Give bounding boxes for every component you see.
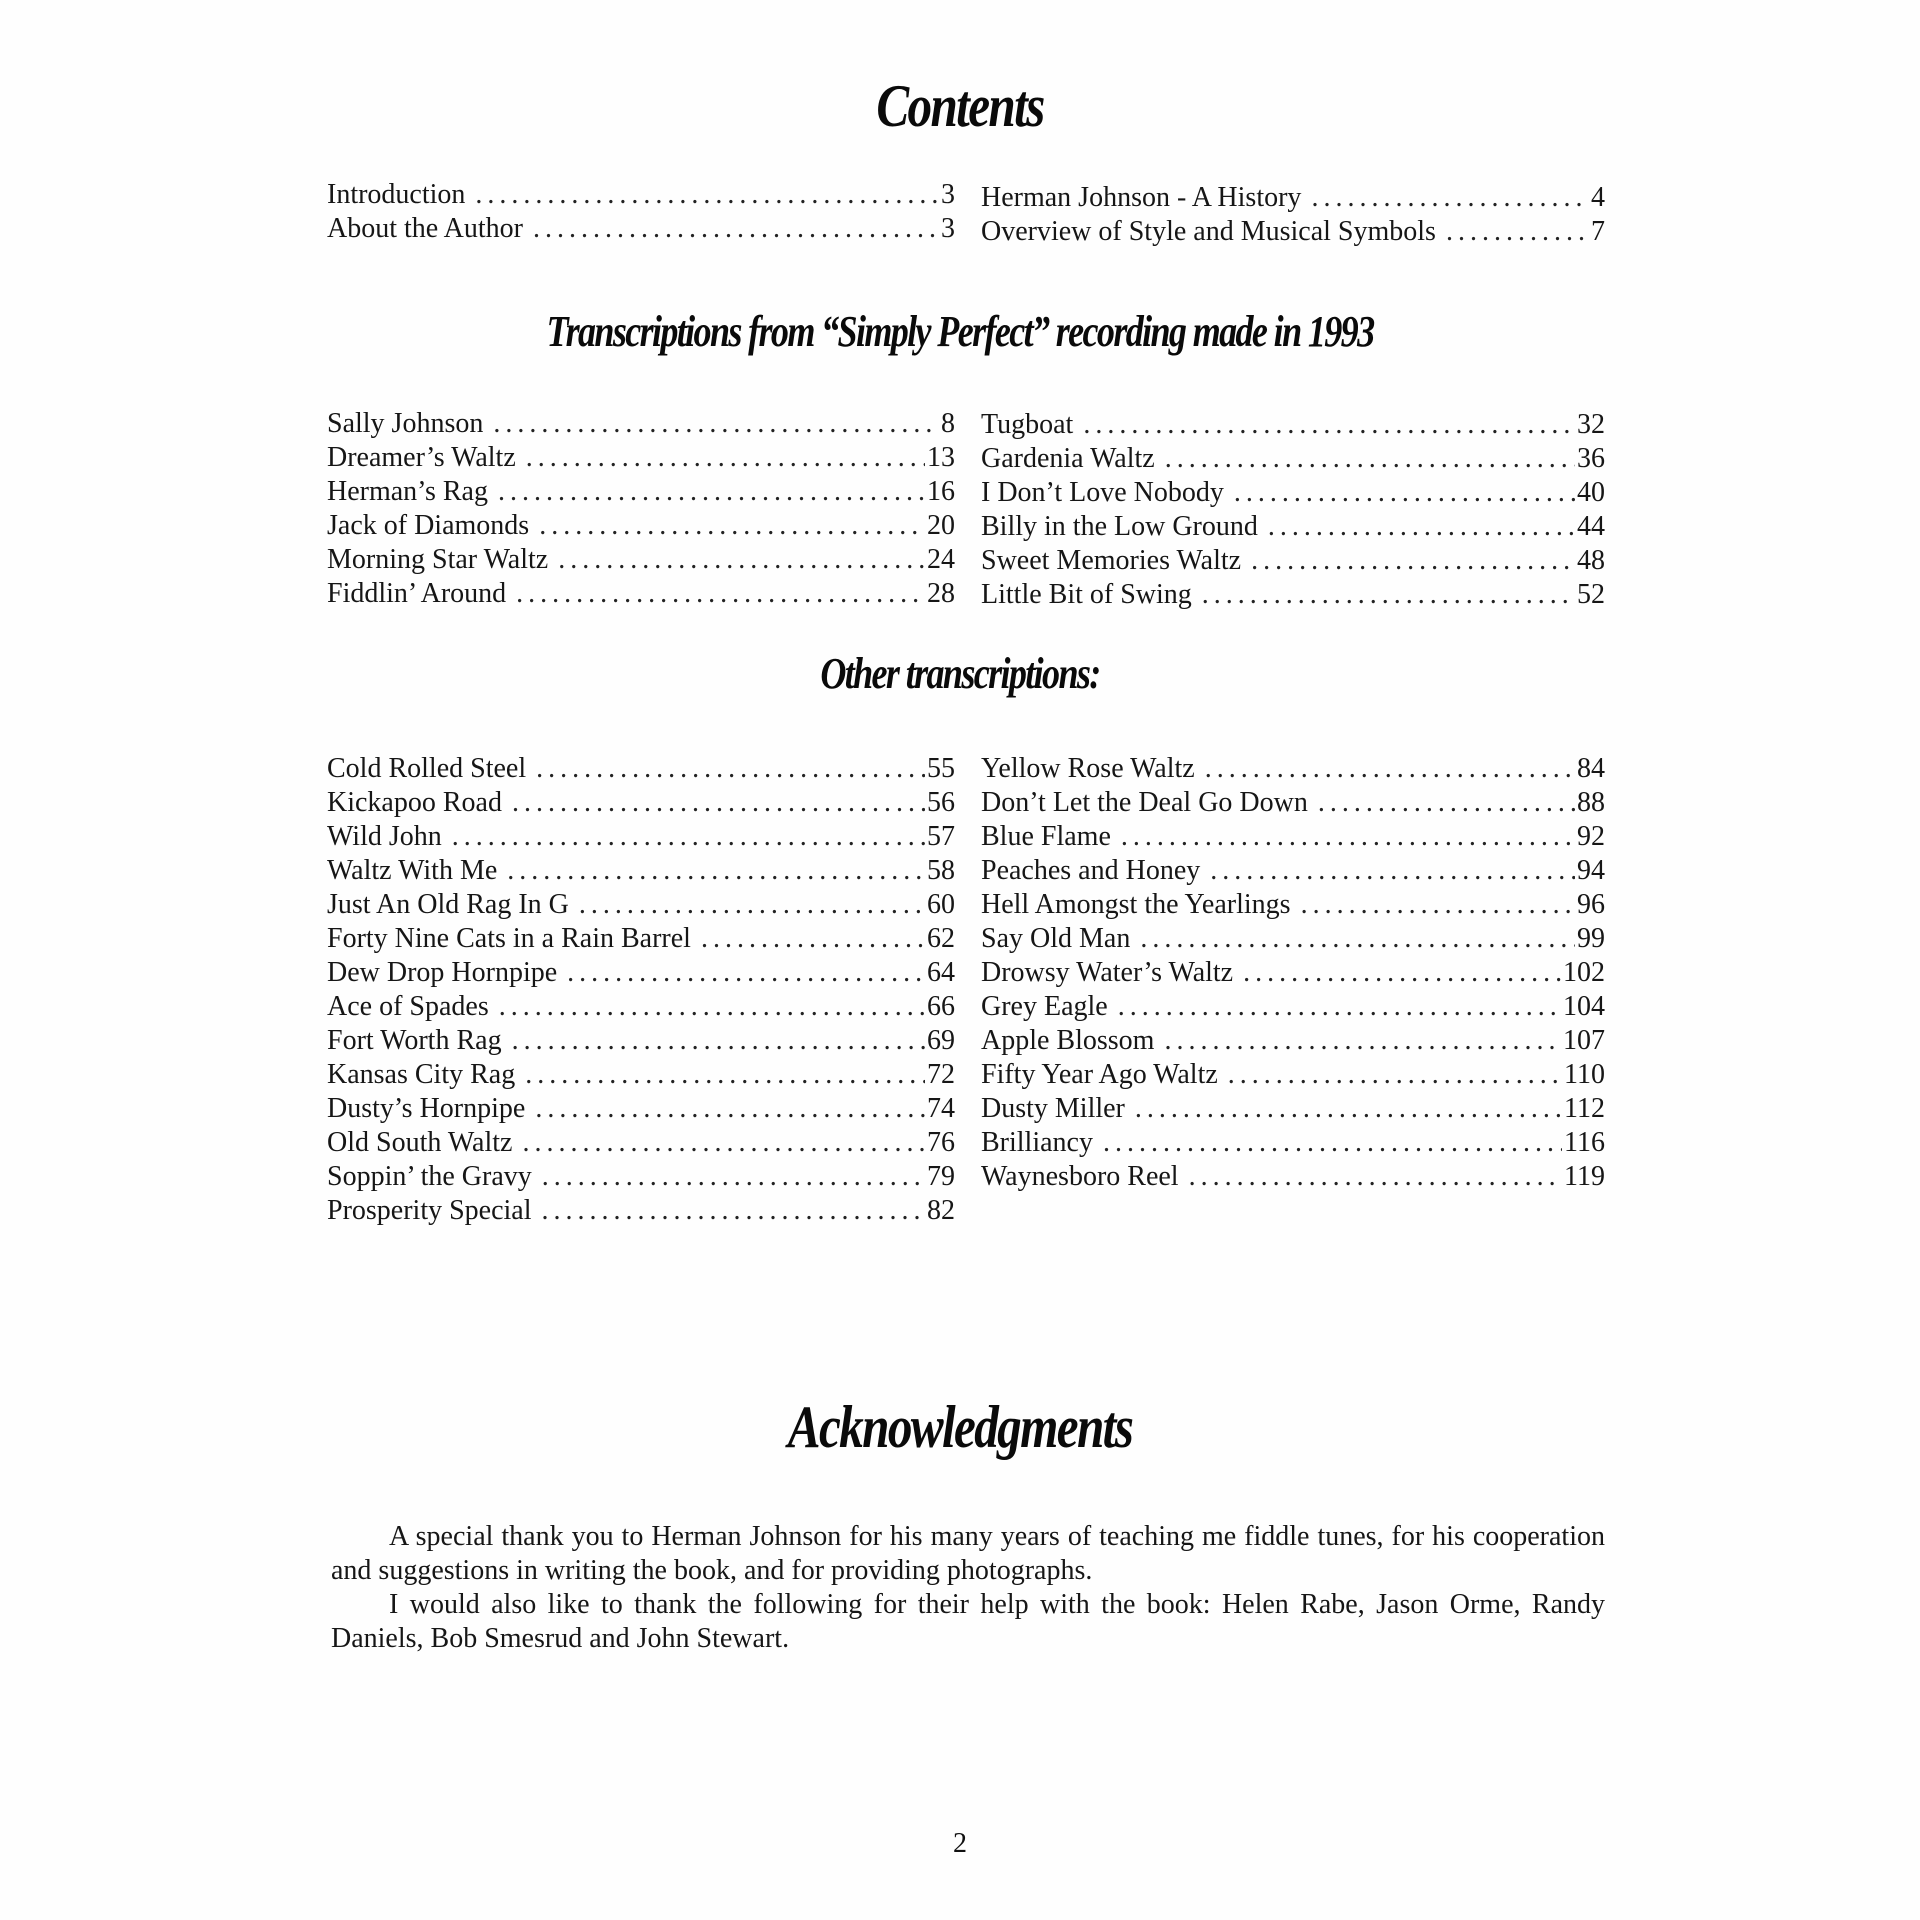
toc-entry-title: Just An Old Rag In G	[327, 889, 569, 920]
toc-entry-title: Brilliancy	[981, 1127, 1093, 1158]
toc-entry-page: 99	[1577, 923, 1605, 954]
toc-entry-title: Gardenia Waltz	[981, 443, 1155, 474]
toc-entry	[327, 956, 955, 990]
toc-entry-page: 57	[927, 821, 955, 852]
toc-entry-title: Yellow Rose Waltz	[981, 753, 1195, 784]
dot-leader	[1189, 1160, 1562, 1194]
toc-entry	[981, 1160, 1605, 1194]
dot-leader	[536, 752, 925, 786]
toc-simply-perfect-left	[327, 407, 955, 611]
toc-entry-page: 28	[927, 578, 955, 609]
toc-entry-title: Wild John	[327, 821, 442, 852]
toc-entry-page: 96	[1577, 889, 1605, 920]
toc-entry	[327, 922, 955, 956]
toc-entry-page: 48	[1577, 545, 1605, 576]
toc-entry	[981, 510, 1605, 544]
toc-entry	[981, 956, 1605, 990]
toc-entry	[327, 543, 955, 577]
dot-leader	[512, 1024, 925, 1058]
toc-entry-title: Hell Amongst the Yearlings	[981, 889, 1291, 920]
toc-entry-page: 104	[1563, 991, 1605, 1022]
toc-simply-perfect-right	[981, 408, 1605, 612]
dot-leader	[1165, 442, 1575, 476]
toc-entry	[327, 407, 955, 441]
toc-entry	[981, 215, 1605, 249]
toc-entry-page: 3	[941, 213, 955, 244]
dot-leader	[499, 990, 925, 1024]
dot-leader	[1251, 544, 1575, 578]
acknowledgments-paragraph: A special thank you to Herman Johnson for his many years of teaching me fiddle tunes, for his cooperation and suggestions in writing the book, and for providing photographs.	[331, 1521, 1605, 1586]
toc-entry	[327, 990, 955, 1024]
toc-entry-page: 119	[1564, 1161, 1605, 1192]
toc-entry-page: 7	[1591, 216, 1605, 247]
toc-entry-page: 60	[927, 889, 955, 920]
dot-leader	[1268, 510, 1575, 544]
toc-entry-title: Introduction	[327, 179, 466, 210]
dot-leader	[1118, 990, 1561, 1024]
toc-entry-page: 36	[1577, 443, 1605, 474]
toc-entry	[327, 1126, 955, 1160]
dot-leader	[1210, 854, 1575, 888]
toc-entry	[981, 854, 1605, 888]
contents-heading: Contents	[876, 73, 1044, 139]
toc-entry-page: 62	[927, 923, 955, 954]
dot-leader	[526, 441, 925, 475]
dot-leader	[1311, 181, 1589, 215]
toc-entry-title: Dreamer’s Waltz	[327, 442, 516, 473]
dot-leader	[1121, 820, 1575, 854]
toc-entry	[981, 990, 1605, 1024]
dot-leader	[701, 922, 925, 956]
dot-leader	[542, 1194, 925, 1228]
toc-entry-title: Herman Johnson - A History	[981, 182, 1302, 213]
toc-entry	[327, 178, 955, 212]
toc-entry-page: 4	[1591, 182, 1605, 213]
dot-leader	[452, 820, 925, 854]
toc-entry-page: 3	[941, 179, 955, 210]
toc-entry-title: Dew Drop Hornpipe	[327, 957, 558, 988]
toc-entry	[981, 752, 1605, 786]
toc-entry-page: 32	[1577, 409, 1605, 440]
toc-entry	[981, 820, 1605, 854]
toc-entry	[981, 578, 1605, 612]
toc-entry-page: 58	[927, 855, 955, 886]
dot-leader	[539, 509, 925, 543]
toc-entry-page: 76	[927, 1127, 955, 1158]
dot-leader	[1205, 752, 1575, 786]
toc-entry-title: Soppin’ the Gravy	[327, 1161, 532, 1192]
toc-entry-title: Kickapoo Road	[327, 787, 502, 818]
toc-entry-title: Sweet Memories Waltz	[981, 545, 1242, 576]
dot-leader	[1202, 578, 1575, 612]
toc-entry-title: Herman’s Rag	[327, 476, 488, 507]
toc-entry-title: Old South Waltz	[327, 1127, 513, 1158]
acknowledgments-body	[331, 1520, 1605, 1656]
toc-entry-page: 64	[927, 957, 955, 988]
toc-entry-title: Morning Star Waltz	[327, 544, 549, 575]
toc-entry-page: 52	[1577, 579, 1605, 610]
toc-entry	[981, 888, 1605, 922]
toc-entry	[981, 1058, 1605, 1092]
dot-leader	[558, 543, 925, 577]
toc-entry-title: Grey Eagle	[981, 991, 1108, 1022]
toc-entry-page: 44	[1577, 511, 1605, 542]
toc-entry	[981, 786, 1605, 820]
toc-entry-title: Tugboat	[981, 409, 1074, 440]
toc-front-matter-left	[327, 178, 955, 246]
toc-entry	[327, 1058, 955, 1092]
toc-entry	[327, 1024, 955, 1058]
acknowledgments-paragraph: I would also like to thank the following for their help with the book: Helen Rabe, Jason Orme, Randy Daniels, Bob Smesrud and John Stewart.	[331, 1589, 1605, 1654]
toc-entry-page: 107	[1563, 1025, 1605, 1056]
dot-leader	[1243, 956, 1561, 990]
toc-entry	[981, 181, 1605, 215]
toc-entry-title: Say Old Man	[981, 923, 1131, 954]
toc-entry-page: 16	[927, 476, 955, 507]
dot-leader	[1140, 922, 1575, 956]
toc-entry-title: Overview of Style and Musical Symbols	[981, 216, 1436, 247]
toc-entry-page: 24	[927, 544, 955, 575]
dot-leader	[567, 956, 925, 990]
dot-leader	[579, 888, 925, 922]
toc-entry-title: About the Author	[327, 213, 523, 244]
toc-entry-title: Billy in the Low Ground	[981, 511, 1258, 542]
toc-entry	[327, 212, 955, 246]
toc-entry	[327, 1092, 955, 1126]
toc-entry	[981, 1092, 1605, 1126]
dot-leader	[1135, 1092, 1562, 1126]
other-transcriptions-heading: Other transcriptions:	[820, 649, 1100, 698]
toc-front-matter-right	[981, 181, 1605, 249]
toc-entry	[327, 854, 955, 888]
toc-entry	[327, 441, 955, 475]
toc-entry-title: Dusty’s Hornpipe	[327, 1093, 526, 1124]
toc-entry-title: Prosperity Special	[327, 1195, 532, 1226]
toc-entry	[981, 922, 1605, 956]
toc-entry-page: 112	[1564, 1093, 1605, 1124]
toc-entry-page: 74	[927, 1093, 955, 1124]
toc-entry	[981, 544, 1605, 578]
dot-leader	[525, 1058, 925, 1092]
toc-entry	[327, 888, 955, 922]
toc-entry	[327, 1194, 955, 1228]
toc-entry-page: 88	[1577, 787, 1605, 818]
dot-leader	[1083, 408, 1575, 442]
toc-entry	[327, 786, 955, 820]
toc-entry-title: Fiddlin’ Around	[327, 578, 507, 609]
toc-entry-title: Peaches and Honey	[981, 855, 1201, 886]
toc-entry-page: 79	[927, 1161, 955, 1192]
simply-perfect-heading: Transcriptions from “Simply Perfect” recording made in 1993	[546, 307, 1374, 356]
dot-leader	[535, 1092, 925, 1126]
toc-entry-page: 55	[927, 753, 955, 784]
toc-entry-title: Forty Nine Cats in a Rain Barrel	[327, 923, 691, 954]
dot-leader	[1103, 1126, 1562, 1160]
toc-entry-title: Waynesboro Reel	[981, 1161, 1179, 1192]
toc-entry-page: 13	[927, 442, 955, 473]
toc-entry-title: Ace of Spades	[327, 991, 489, 1022]
toc-entry-title: Fifty Year Ago Waltz	[981, 1059, 1218, 1090]
toc-other-right	[981, 752, 1605, 1194]
toc-entry	[981, 1126, 1605, 1160]
toc-entry-title: Blue Flame	[981, 821, 1111, 852]
dot-leader	[1234, 476, 1575, 510]
dot-leader	[1318, 786, 1575, 820]
dot-leader	[542, 1160, 925, 1194]
dot-leader	[1164, 1024, 1561, 1058]
toc-entry-title: I Don’t Love Nobody	[981, 477, 1224, 508]
dot-leader	[507, 854, 925, 888]
toc-entry	[981, 442, 1605, 476]
dot-leader	[498, 475, 925, 509]
toc-entry-page: 72	[927, 1059, 955, 1090]
toc-entry	[327, 577, 955, 611]
toc-entry	[981, 408, 1605, 442]
toc-entry-page: 102	[1563, 957, 1605, 988]
toc-entry	[327, 1160, 955, 1194]
toc-entry-page: 69	[927, 1025, 955, 1056]
dot-leader	[516, 577, 925, 611]
acknowledgments-heading: Acknowledgments	[787, 1394, 1133, 1460]
toc-entry-page: 56	[927, 787, 955, 818]
toc-entry-page: 66	[927, 991, 955, 1022]
toc-entry-page: 82	[927, 1195, 955, 1226]
toc-entry-title: Little Bit of Swing	[981, 579, 1192, 610]
toc-entry	[327, 752, 955, 786]
toc-entry-page: 40	[1577, 477, 1605, 508]
toc-entry-page: 92	[1577, 821, 1605, 852]
toc-other-left	[327, 752, 955, 1228]
toc-entry-page: 20	[927, 510, 955, 541]
dot-leader	[522, 1126, 925, 1160]
toc-entry-page: 110	[1564, 1059, 1605, 1090]
toc-entry-title: Dusty Miller	[981, 1093, 1125, 1124]
page-number: 2	[953, 1828, 967, 1859]
dot-leader	[1446, 215, 1589, 249]
toc-entry-title: Kansas City Rag	[327, 1059, 516, 1090]
toc-entry	[327, 509, 955, 543]
toc-entry-page: 84	[1577, 753, 1605, 784]
toc-entry-page: 94	[1577, 855, 1605, 886]
toc-entry-page: 116	[1564, 1127, 1605, 1158]
dot-leader	[1301, 888, 1575, 922]
toc-entry-title: Sally Johnson	[327, 408, 484, 439]
toc-entry-page: 8	[941, 408, 955, 439]
dot-leader	[475, 178, 939, 212]
toc-entry-title: Don’t Let the Deal Go Down	[981, 787, 1308, 818]
toc-entry-title: Fort Worth Rag	[327, 1025, 502, 1056]
toc-entry-title: Jack of Diamonds	[327, 510, 530, 541]
toc-entry-title: Waltz With Me	[327, 855, 498, 886]
toc-entry	[981, 476, 1605, 510]
dot-leader	[512, 786, 925, 820]
dot-leader	[493, 407, 939, 441]
toc-entry	[327, 820, 955, 854]
toc-entry-title: Cold Rolled Steel	[327, 753, 527, 784]
toc-entry-title: Drowsy Water’s Waltz	[981, 957, 1234, 988]
toc-entry-title: Apple Blossom	[981, 1025, 1155, 1056]
toc-entry	[327, 475, 955, 509]
dot-leader	[1228, 1058, 1562, 1092]
toc-entry	[981, 1024, 1605, 1058]
dot-leader	[533, 212, 939, 246]
